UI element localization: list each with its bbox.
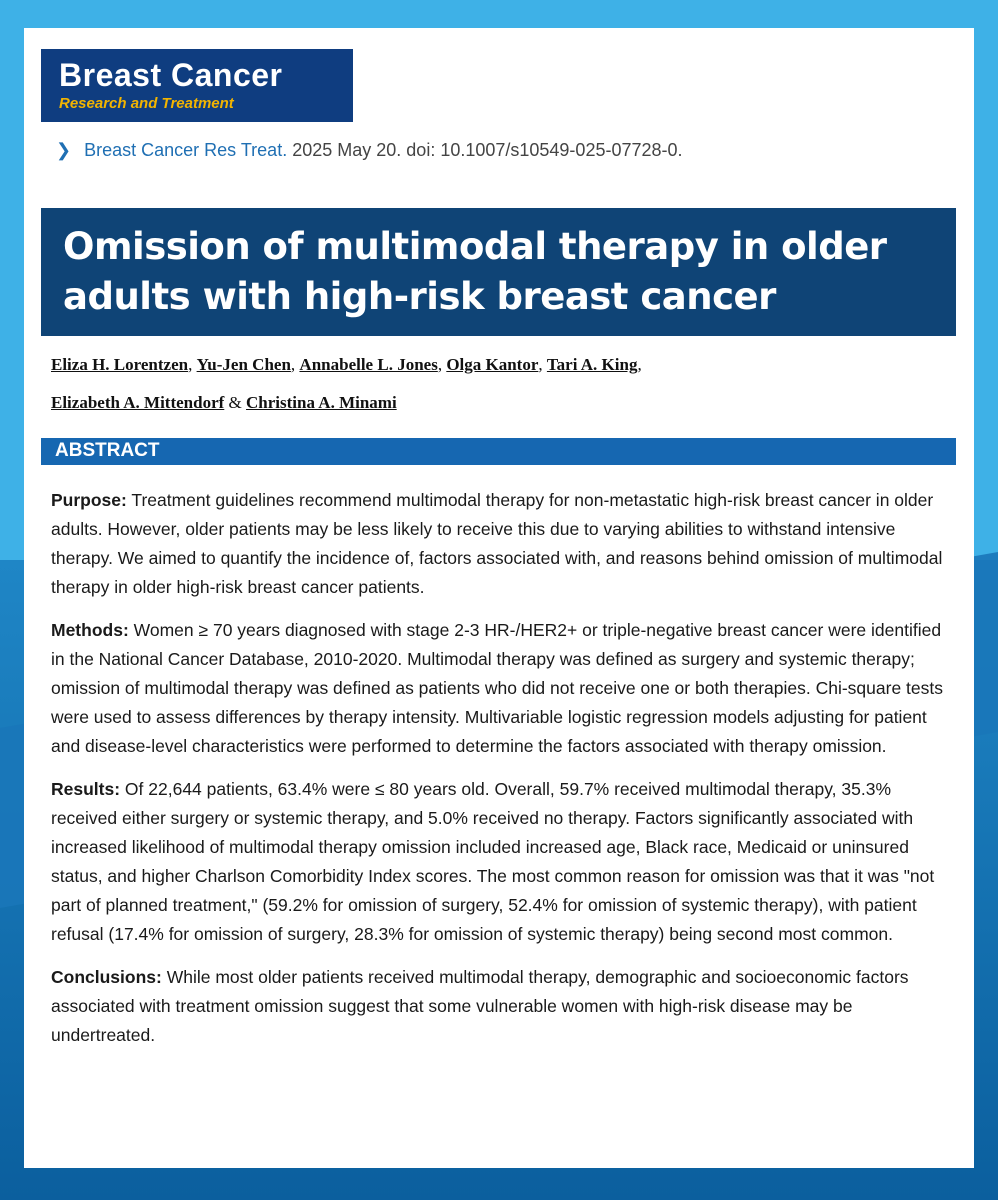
abstract-section-purpose bbox=[51, 486, 956, 602]
article-title: Omission of multimodal therapy in older adults with high-risk breast cancer bbox=[63, 225, 887, 318]
section-label: Methods: bbox=[51, 620, 129, 640]
author-joiner: & bbox=[228, 393, 242, 412]
author-separator: , bbox=[188, 355, 193, 374]
author-link[interactable]: Annabelle L. Jones bbox=[299, 355, 438, 374]
section-label: Purpose: bbox=[51, 490, 127, 510]
author-separator: , bbox=[437, 355, 443, 374]
author-list bbox=[51, 346, 951, 422]
section-label: Conclusions: bbox=[51, 967, 162, 987]
author-link[interactable]: Eliza H. Lorentzen bbox=[51, 355, 189, 374]
author-separator: , bbox=[538, 355, 543, 374]
section-label: Results: bbox=[51, 779, 121, 799]
logo-title: Breast Cancer bbox=[59, 57, 283, 93]
author-link[interactable]: Olga Kantor bbox=[446, 355, 539, 374]
author-link[interactable]: Tari A. King bbox=[546, 355, 638, 374]
section-text: Of 22,644 patients, 63.4% were ≤ 80 years old. Overall, 59.7% received multimodal therapy, 35.3% received either surgery or systemic therapy, and 5.0% received no therapy. Factors significantly associated with increased likelihood of multimodal therapy omission included increased age, Black race, Medicaid or uninsured status, and higher Charlson Comorbidity Index scores. The most common reason for omission was that it was "not part of planned treatment," (59.2% for omission of surgery, 52.4% for omission of systemic therapy), with patient refusal (17.4% for omission of surgery, 28.3% for omission of systemic therapy) being second most common. bbox=[51, 779, 935, 944]
citation-details: 2025 May 20. doi: 10.1007/s10549-025-07728-0. bbox=[292, 140, 683, 160]
journal-link[interactable]: Breast Cancer Res Treat. bbox=[84, 140, 288, 160]
author-link[interactable]: Christina A. Minami bbox=[246, 393, 397, 412]
section-text: Treatment guidelines recommend multimodal therapy for non-metastatic high-risk breast cancer in older adults. However, older patients may be less likely to receive this due to varying abilities to withstand intensive therapy. We aimed to quantify the incidence of, factors associated with, and reasons behind omission of multimodal therapy in older high-risk breast cancer patients. bbox=[51, 490, 943, 597]
article-card bbox=[24, 28, 974, 1168]
abstract-section-results bbox=[51, 775, 956, 949]
journal-logo bbox=[41, 49, 353, 122]
chevron-right-icon: ❯ bbox=[56, 140, 72, 160]
author-link[interactable]: Elizabeth A. Mittendorf bbox=[51, 393, 225, 412]
section-text: While most older patients received multimodal therapy, demographic and socioeconomic factors associated with treatment omission suggest that some vulnerable women with high-risk disease may be undertreated. bbox=[51, 967, 909, 1045]
author-link[interactable]: Yu-Jen Chen bbox=[196, 355, 291, 374]
abstract-section-conclusions bbox=[51, 963, 956, 1050]
author-separator: , bbox=[290, 355, 296, 374]
abstract-section-methods bbox=[51, 616, 956, 761]
author-separator: , bbox=[637, 355, 642, 374]
abstract-body bbox=[51, 486, 956, 1064]
citation-line bbox=[56, 140, 683, 161]
abstract-heading: ABSTRACT bbox=[41, 438, 956, 465]
title-banner bbox=[41, 208, 956, 336]
logo-subtitle: Research and Treatment bbox=[59, 95, 234, 112]
section-text: Women ≥ 70 years diagnosed with stage 2-3 HR-/HER2+ or triple-negative breast cancer were identified in the National Cancer Database, 2010-2020. Multimodal therapy was defined as surgery and systemic therapy; omission of multimodal therapy was defined as patients who did not receive one or both therapies. Chi-square tests were used to assess differences by therapy intensity. Multivariable logistic regression models adjusting for patient and disease-level characteristics were performed to determine the factors associated with therapy omission. bbox=[51, 620, 944, 756]
